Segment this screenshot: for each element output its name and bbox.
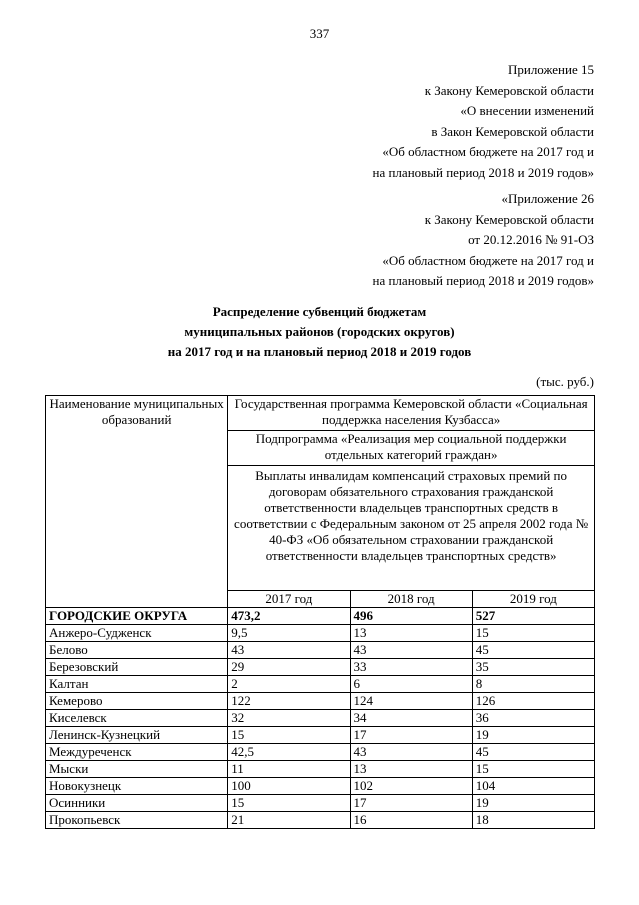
group-value: 527 [472, 608, 594, 625]
value-2017: 122 [228, 693, 350, 710]
value-2019: 8 [472, 676, 594, 693]
value-2019: 126 [472, 693, 594, 710]
value-2019: 19 [472, 795, 594, 812]
table-row [46, 693, 595, 710]
value-2019: 19 [472, 727, 594, 744]
year-header: 2018 год [350, 591, 472, 608]
year-header: 2017 год [228, 591, 350, 608]
value-2018: 6 [350, 676, 472, 693]
municipality-name: Киселевск [46, 710, 228, 727]
appendix-26-header [373, 189, 595, 292]
appendix-line: на плановый период 2018 и 2019 годов» [372, 273, 594, 288]
subprogram-header: Подпрограмма «Реализация мер социальной поддержки отдельных категорий граждан» [228, 431, 595, 466]
table-row [46, 744, 595, 761]
appendix-line: «О внесении изменений [460, 103, 594, 118]
group-value: 496 [350, 608, 472, 625]
municipality-name: Междуреченск [46, 744, 228, 761]
appendix-line: «Об областном бюджете на 2017 год и [382, 252, 594, 268]
value-2017: 42,5 [228, 744, 350, 761]
appendix-line: от 20.12.2016 № 91-ОЗ [468, 232, 594, 247]
table-row [46, 676, 595, 693]
table-row [46, 625, 595, 642]
title-line: муниципальных районов (городских округов) [184, 324, 455, 339]
table-row [46, 761, 595, 778]
value-2019: 15 [472, 761, 594, 778]
municipality-name: Мыски [46, 761, 228, 778]
name-column-header: Наименование муниципальных образований [46, 396, 228, 608]
title-line: на 2017 год и на плановый период 2018 и 2019 годов [167, 344, 472, 359]
value-2019: 35 [472, 659, 594, 676]
appendix-line: к Закону Кемеровской области [424, 82, 594, 98]
value-2017: 29 [228, 659, 350, 676]
municipality-name: Прокопьевск [46, 812, 228, 829]
value-2017: 15 [228, 795, 350, 812]
table-row [46, 812, 595, 829]
year-header: 2019 год [472, 591, 594, 608]
value-2019: 45 [472, 744, 594, 761]
value-2018: 102 [350, 778, 472, 795]
value-2018: 124 [350, 693, 472, 710]
value-2019: 104 [472, 778, 594, 795]
value-2018: 16 [350, 812, 472, 829]
appendix-line: «Приложение 26 [501, 191, 594, 206]
municipality-name: Березовский [46, 659, 228, 676]
value-2019: 45 [472, 642, 594, 659]
table-row [46, 710, 595, 727]
table-row [46, 778, 595, 795]
value-2018: 33 [350, 659, 472, 676]
value-2017: 100 [228, 778, 350, 795]
table-row [46, 727, 595, 744]
municipality-name: Анжеро-Судженск [46, 625, 228, 642]
municipality-name: Белово [46, 642, 228, 659]
value-2017: 9,5 [228, 625, 350, 642]
subsidy-table [45, 395, 595, 829]
title-line: Распределение субвенций бюджетам [212, 304, 427, 319]
table-row [46, 659, 595, 676]
table-row [46, 642, 595, 659]
municipality-name: Кемерово [46, 693, 228, 710]
value-2019: 18 [472, 812, 594, 829]
appendix-line: в Закон Кемеровской области [431, 123, 594, 139]
value-2017: 21 [228, 812, 350, 829]
value-2018: 13 [350, 625, 472, 642]
units-label: (тыс. руб.) [536, 374, 594, 389]
value-2019: 15 [472, 625, 594, 642]
appendix-15-header [373, 60, 595, 183]
value-2019: 36 [472, 710, 594, 727]
group-value: 473,2 [228, 608, 350, 625]
value-2018: 13 [350, 761, 472, 778]
value-2018: 43 [350, 744, 472, 761]
appendix-line: «Об областном бюджете на 2017 год и [382, 144, 594, 159]
value-2018: 34 [350, 710, 472, 727]
table-row [46, 795, 595, 812]
payment-header: Выплаты инвалидам компенсаций страховых премий по договорам обязательного страхования гражданской ответственности владельцев транспортных средств в соответствии с Федеральным законом от 25 апреля 2002 года № 40-ФЗ «Об обязательном страховании гражданской ответственности владельцев транспортных средств» [228, 466, 595, 591]
municipality-name: Новокузнецк [46, 778, 228, 795]
document-title [0, 302, 639, 362]
program-header: Государственная программа Кемеровской области «Социальная поддержка населения Кузбасса» [228, 396, 595, 431]
group-total-row [46, 608, 595, 625]
value-2018: 17 [350, 795, 472, 812]
appendix-line: на плановый период 2018 и 2019 годов» [372, 164, 594, 180]
municipality-name: Ленинск-Кузнецкий [46, 727, 228, 744]
appendix-line: Приложение 15 [507, 62, 594, 77]
value-2017: 43 [228, 642, 350, 659]
value-2017: 2 [228, 676, 350, 693]
municipality-name: Калтан [46, 676, 228, 693]
value-2017: 15 [228, 727, 350, 744]
value-2018: 17 [350, 727, 472, 744]
group-label: ГОРОДСКИЕ ОКРУГА [46, 608, 228, 625]
value-2018: 43 [350, 642, 472, 659]
municipality-name: Осинники [46, 795, 228, 812]
value-2017: 11 [228, 761, 350, 778]
page-number: 337 [309, 26, 330, 41]
value-2017: 32 [228, 710, 350, 727]
appendix-line: к Закону Кемеровской области [424, 211, 594, 227]
